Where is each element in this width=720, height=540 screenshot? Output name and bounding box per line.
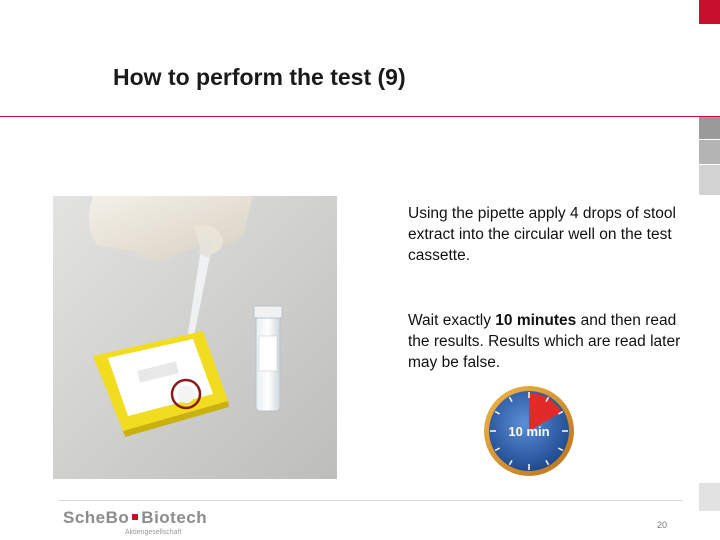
timer-label: 10 min [508,424,550,439]
instruction-apply-drops: Using the pipette apply 4 drops of stool extract into the circular well on the test cassette. [408,205,676,264]
tab-red [699,0,720,24]
logo-subtitle: Aktiengesellschaft [125,529,182,536]
tab-gray-2 [699,140,720,164]
tab-gray-3 [699,165,720,195]
wait-text-pre: Wait exactly [408,312,496,329]
logo-text-left: ScheBo [63,508,130,527]
test-cassette-photo [53,196,337,479]
wait-duration: 10 minutes [495,312,577,329]
tab-gray-4 [699,483,720,511]
page-number: 20 [657,520,668,530]
wait-text-post: and then read the results. Results which are read later may be false. [408,312,681,371]
footer-divider [58,500,683,501]
timer-icon [483,385,575,477]
schebo-biotech-logo [63,508,263,538]
title-divider [0,116,720,117]
slide-title: How to perform the test (9) [113,64,406,90]
tab-gray-1 [699,117,720,139]
logo-text-right: Biotech [141,508,208,527]
instruction-wait [408,310,688,373]
logo-dot [132,514,138,520]
